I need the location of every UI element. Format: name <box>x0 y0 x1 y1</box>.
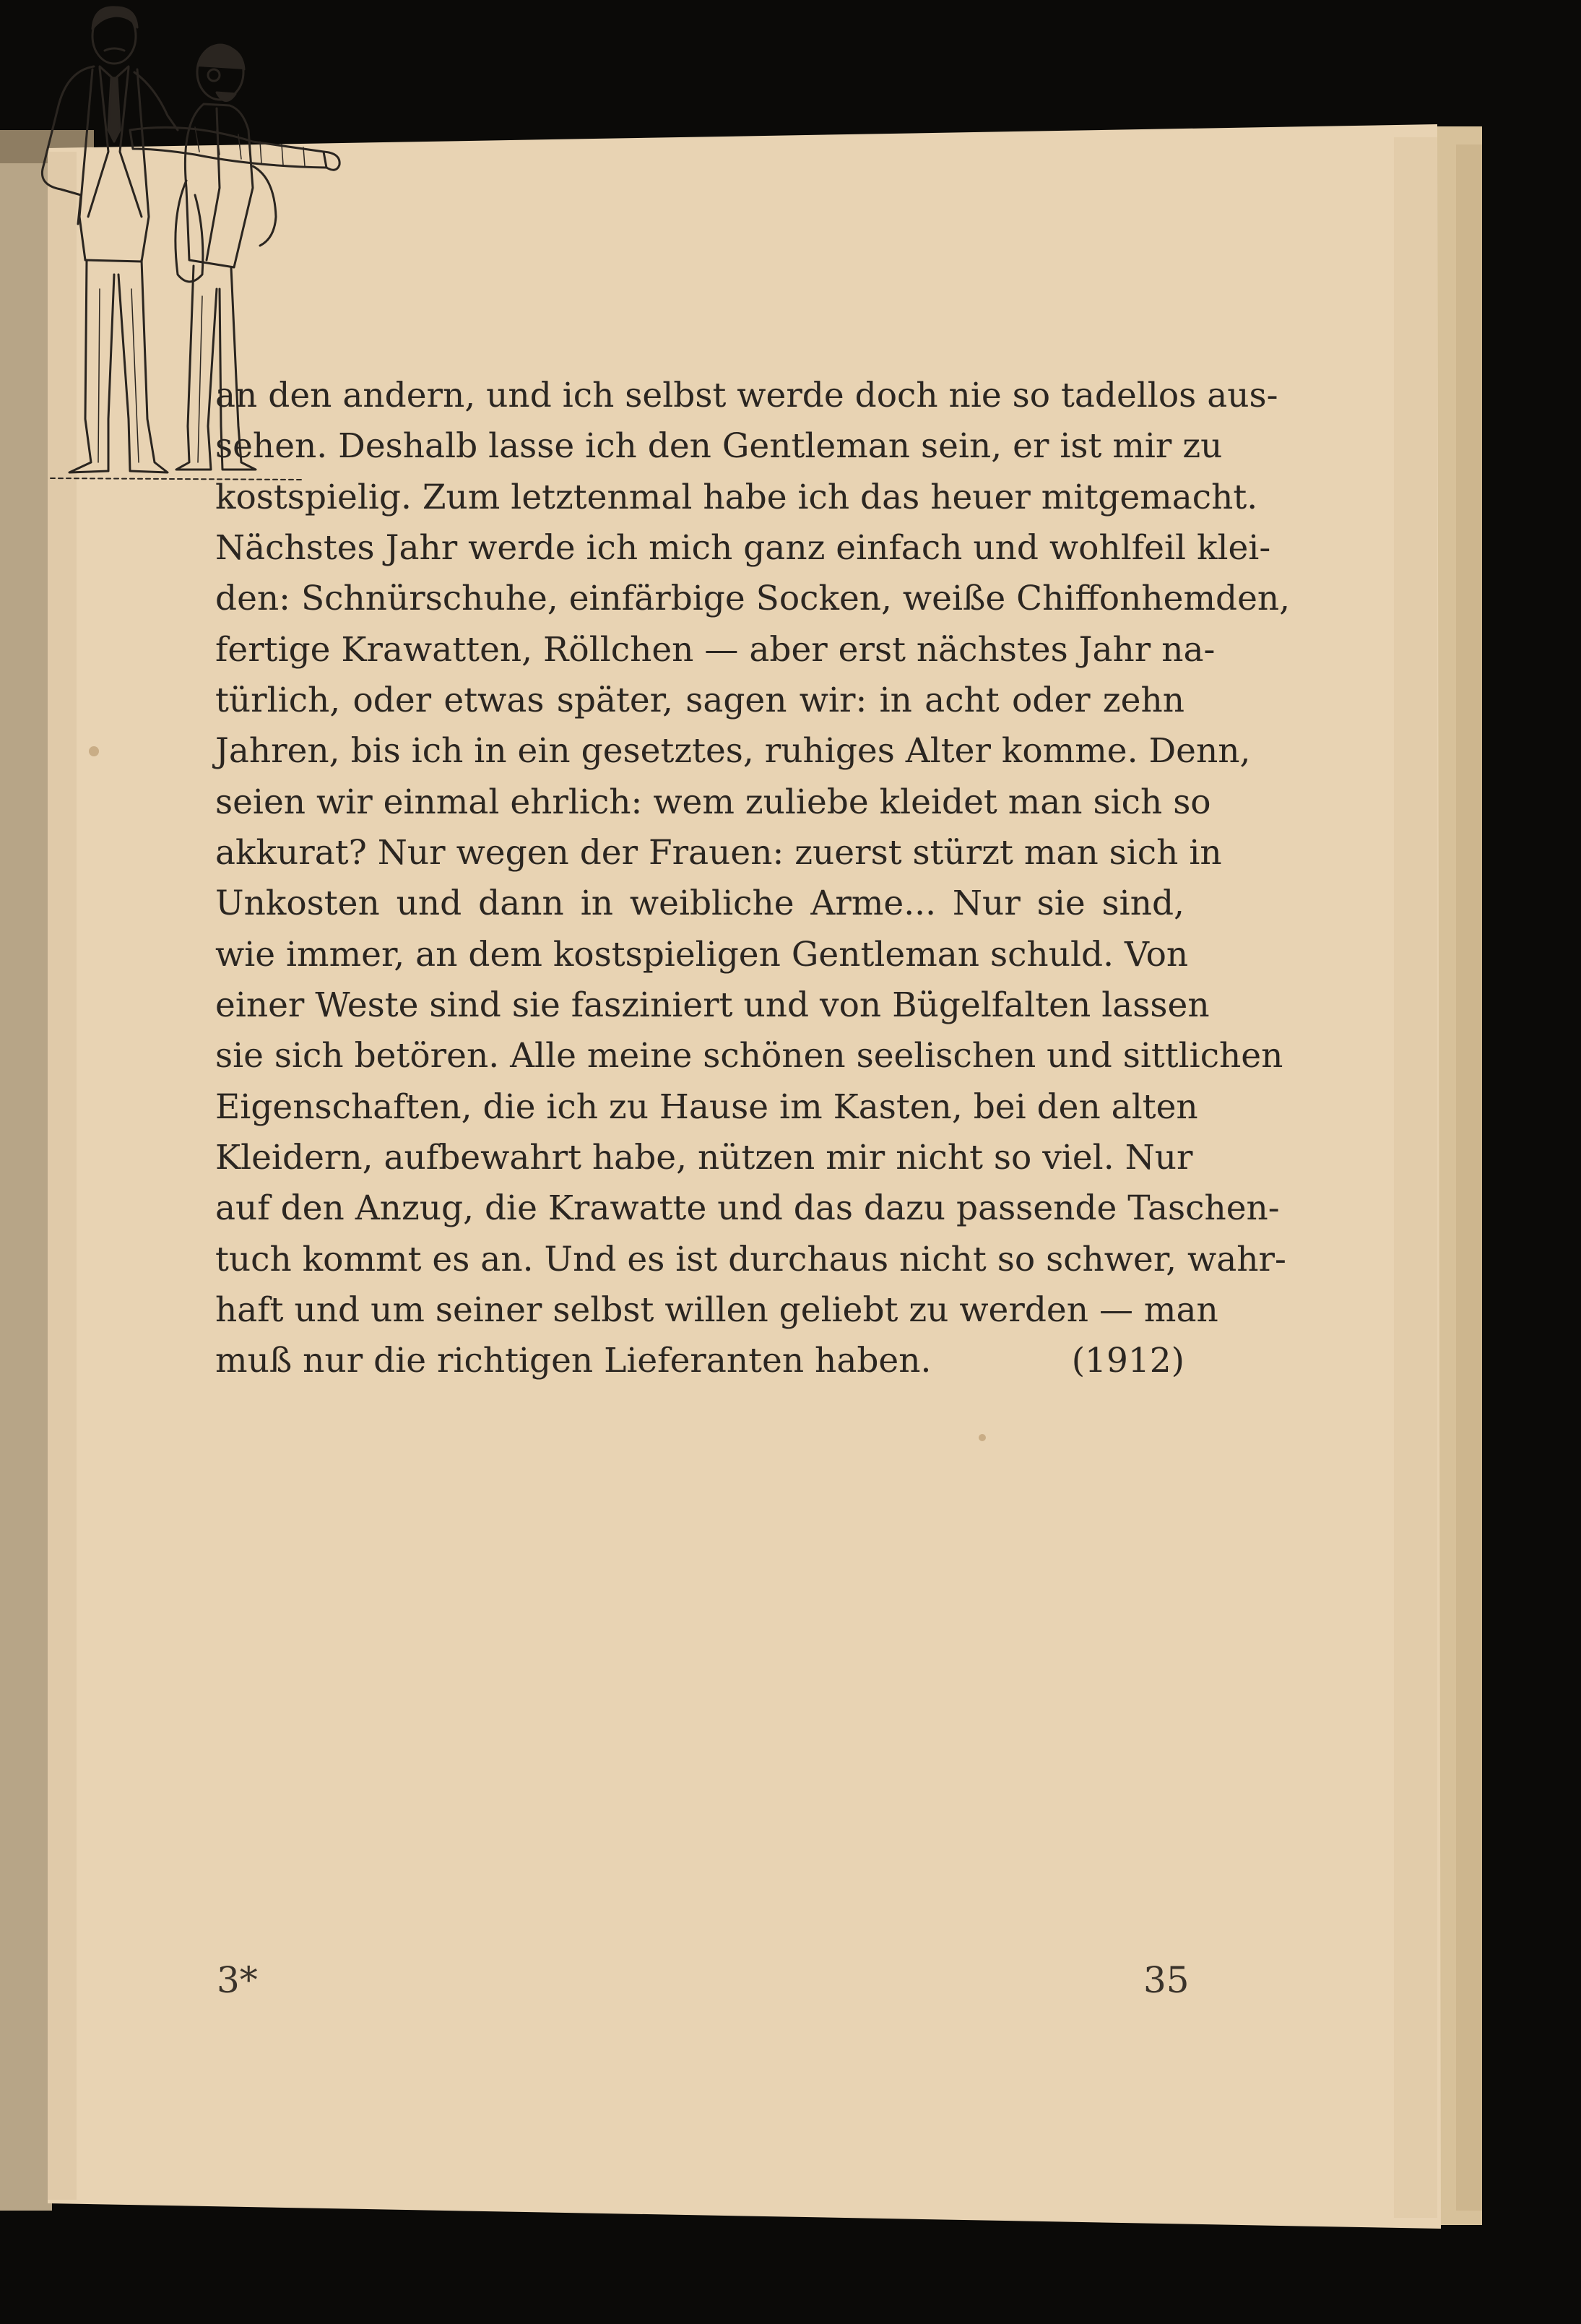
tall-man-tie <box>108 78 120 142</box>
text-line: Kleidern, aufbewahrt habe, nützen mir nicht so viel. Nur <box>215 1138 1193 1178</box>
year-label: (1912) <box>1071 1341 1184 1381</box>
text-line: türlich, oder etwas später, sagen wir: in acht oder zehn <box>215 681 1184 720</box>
ground-line <box>51 478 303 480</box>
text-line: haft und um seiner selbst willen geliebt zu werden — man <box>215 1290 1218 1330</box>
text-line: auf den Anzug, die Krawatte und das dazu passende Taschen- <box>215 1188 1280 1228</box>
tailor-left-leg <box>176 266 217 470</box>
tailor-glasses-icon <box>208 69 220 81</box>
tall-man-left-leg <box>69 260 114 472</box>
last-line-text: muß nur die richtigen Lieferanten haben. <box>215 1341 932 1381</box>
text-line: seien wir einmal ehrlich: wem zuliebe kleidet man sich so <box>215 782 1211 822</box>
text-line: fertige Krawatten, Röllchen — aber erst nächstes Jahr na- <box>215 630 1216 670</box>
tall-man-right-leg <box>118 260 168 472</box>
tall-man-hair <box>92 7 137 29</box>
text-line: sie sich betören. Alle meine schönen seelischen und sittlichen <box>215 1036 1283 1076</box>
measuring-arm <box>130 127 326 168</box>
page-number: 35 <box>1143 1959 1190 2001</box>
tall-man-moustache <box>105 48 124 51</box>
tailor-right-leg <box>220 267 256 470</box>
text-line: akkurat? Nur wegen der Frauen: zuerst stürzt man sich in <box>215 833 1222 873</box>
text-line: den: Schnürschuhe, einfärbige Socken, weiße Chiffonhemden, <box>215 579 1291 618</box>
text-line: Nächstes Jahr werde ich mich ganz einfach und wohlfeil klei- <box>215 528 1271 568</box>
gentlemen-illustration <box>0 0 361 498</box>
text-line: Jahren, bis ich in ein gesetztes, ruhiges Alter komme. Denn, <box>215 731 1251 771</box>
signature-mark: 3* <box>217 1959 258 2001</box>
text-line: kostspielig. Zum letztenmal habe ich das heuer mitgemacht. <box>215 478 1258 517</box>
text-line: sehen. Deshalb lasse ich den Gentleman sein, er ist mir zu <box>215 426 1223 466</box>
text-line: tuch kommt es an. Und es ist durchaus nicht so schwer, wahr- <box>215 1240 1286 1279</box>
text-line: Unkosten und dann in weibliche Arme... Nur sie sind, <box>215 884 1184 923</box>
tailor-right-arm <box>253 166 276 246</box>
text-line: einer Weste sind sie fasziniert und von Bügelfalten lassen <box>215 985 1210 1025</box>
text-line: Eigenschaften, die ich zu Hause im Kasten, bei den alten <box>215 1087 1198 1127</box>
text-line: an den andern, und ich selbst werde doch nie so tadellos aus- <box>215 376 1278 415</box>
text-line-last <box>215 1339 1184 1383</box>
text-line: wie immer, an dem kostspieligen Gentleman schuld. Von <box>215 935 1189 975</box>
tailor-hair <box>198 46 244 69</box>
